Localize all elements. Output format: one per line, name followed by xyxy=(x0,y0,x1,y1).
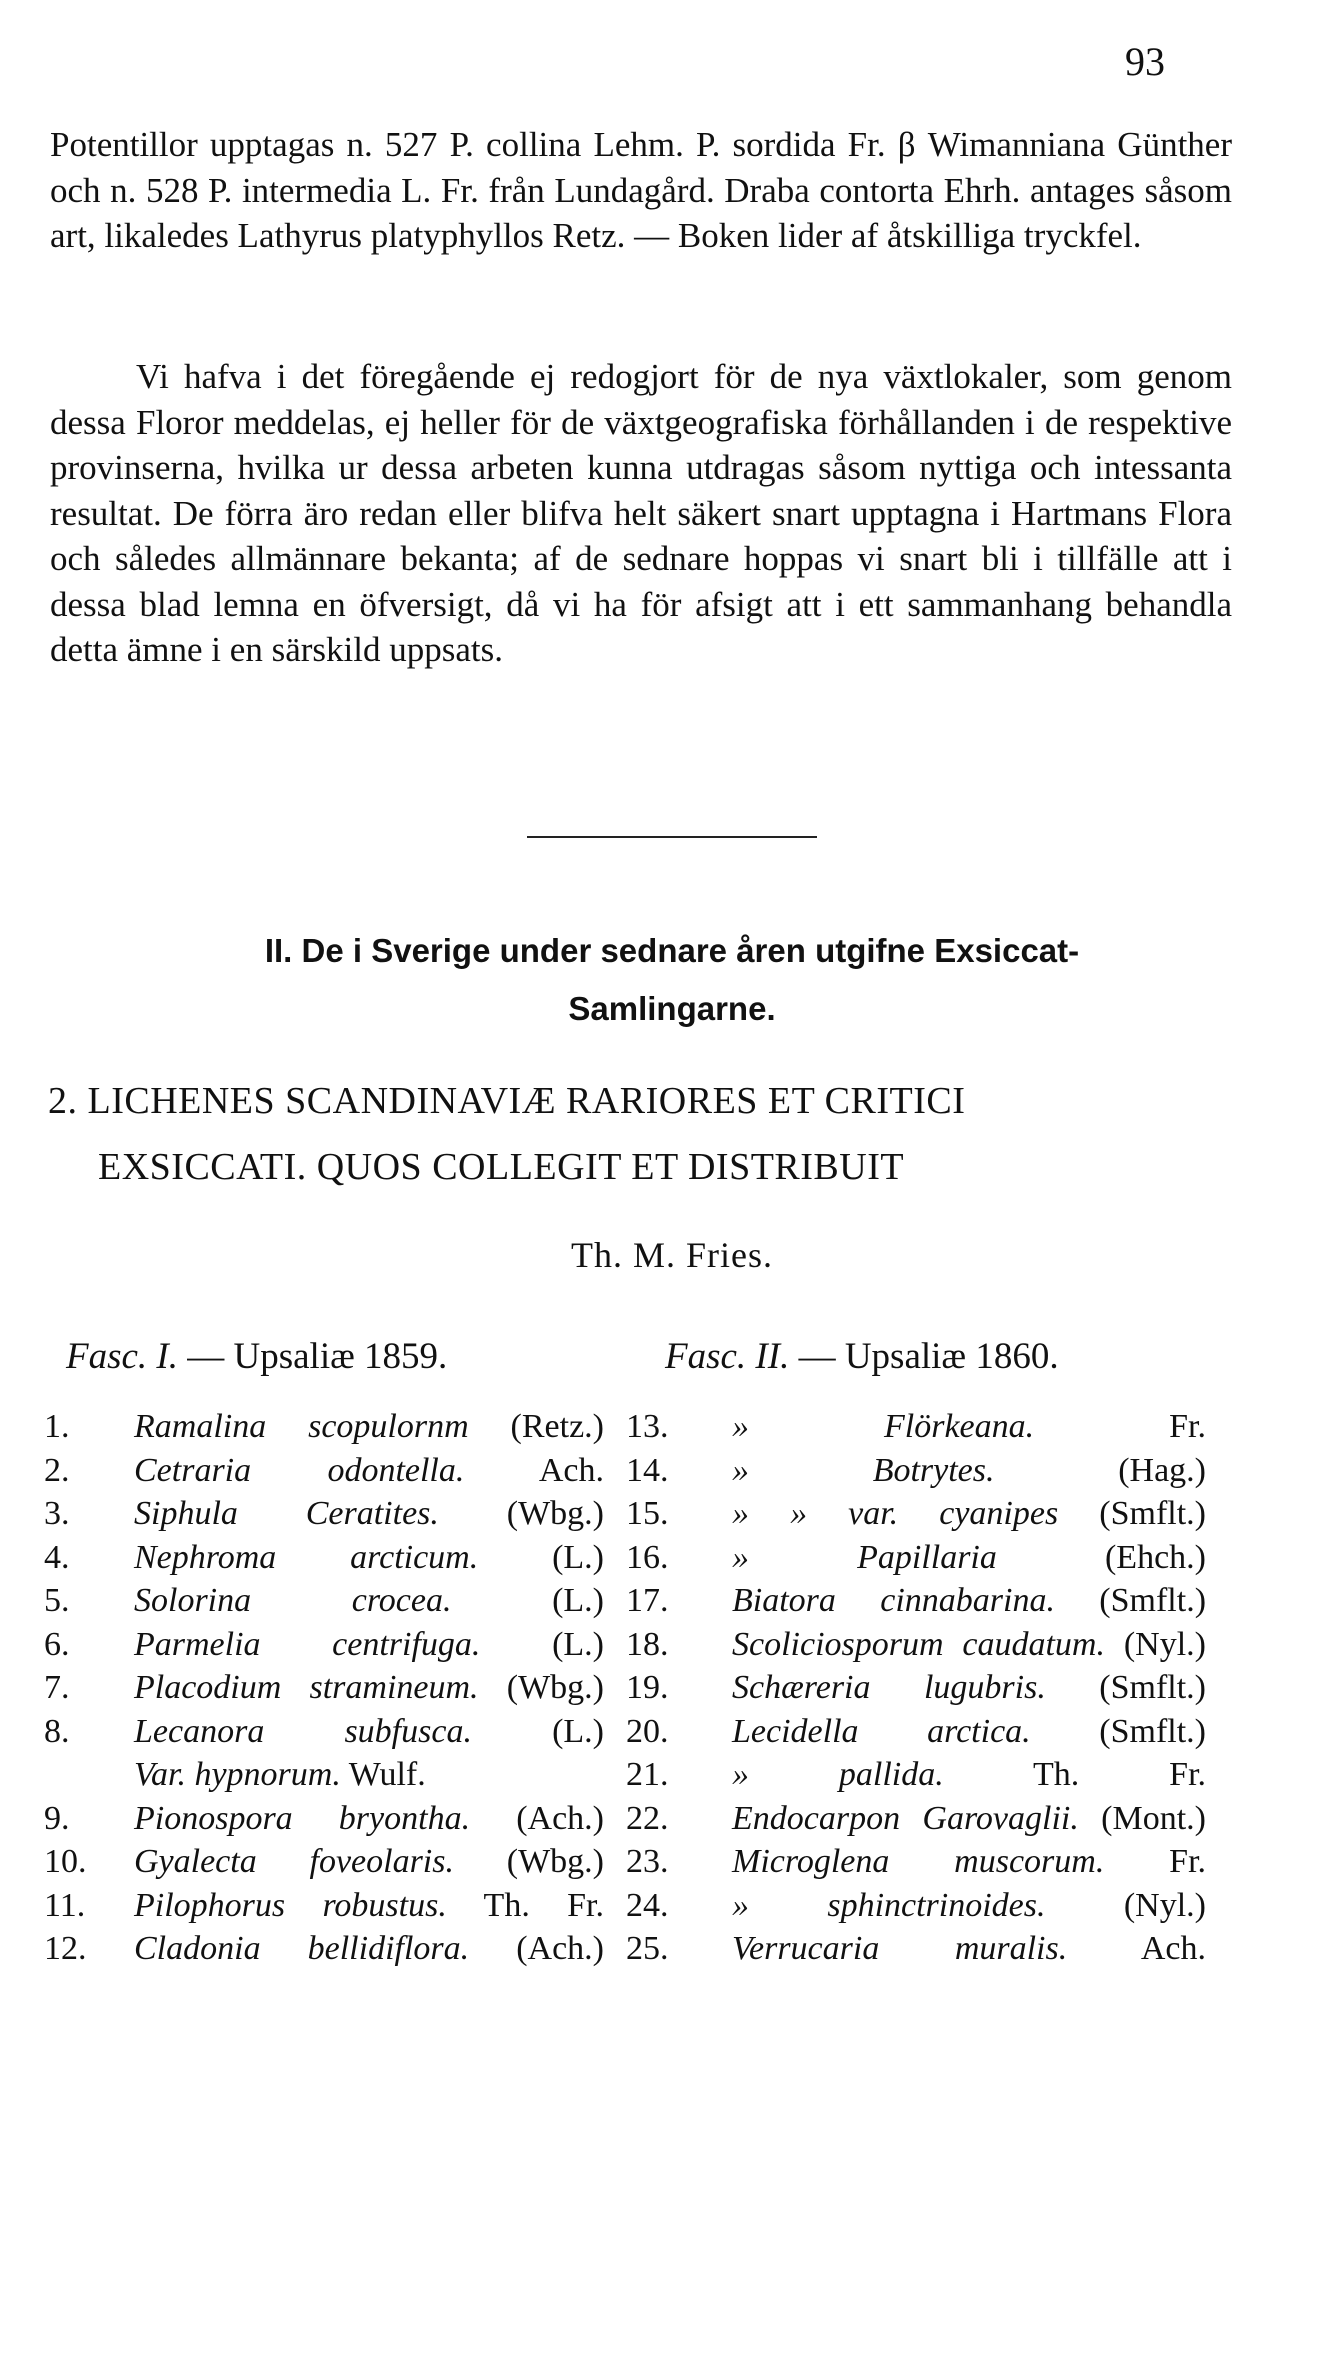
collection-title-line-1: 2. LICHENES SCANDINAVIÆ RARIORES ET CRITICI xyxy=(48,1080,966,1122)
species-authority: Th. Fr. xyxy=(483,1886,604,1924)
species-authority: (L.) xyxy=(552,1712,604,1750)
species-authority: (Wbg.) xyxy=(506,1843,605,1880)
intro-paragraph-1-text: Potentillor upptagas n. 527 P. collina Lehm. P. sordida Fr. β Wimanniana Günther och n. 528 P. intermedia L. Fr. från Lundagård. Draba contorta Ehrh. antages såsom art, likaledes Lathyrus platyphyllos Retz. — Boken lider af åtskilliga tryckfel. xyxy=(50,125,1232,255)
section-heading xyxy=(40,922,1304,1038)
entry-body xyxy=(732,1623,1206,1667)
entry-number: 24. xyxy=(626,1886,669,1924)
section-heading-line-2: Samlingarne. xyxy=(568,990,776,1027)
species-name: Placodium stramineum. xyxy=(134,1669,479,1706)
species-authority: (Ach.) xyxy=(516,1930,604,1967)
list-item xyxy=(626,1753,1206,1797)
list-item xyxy=(44,1449,604,1493)
entry-number: 17. xyxy=(626,1582,669,1619)
fascicle-1-heading xyxy=(66,1335,447,1378)
entry-body xyxy=(134,1666,604,1710)
species-name: Solorina crocea. xyxy=(134,1582,452,1619)
list-item xyxy=(44,1927,604,1971)
entry-body xyxy=(732,1710,1206,1754)
species-authority: Fr. xyxy=(1169,1408,1206,1445)
entry-body xyxy=(134,1840,604,1884)
species-name: Cetraria odontella. xyxy=(134,1451,465,1489)
species-name: Parmelia centrifuga. xyxy=(134,1625,481,1663)
fascicle-2-list xyxy=(626,1405,1206,1971)
species-authority: Ach. xyxy=(538,1451,604,1489)
species-authority: (Smflt.) xyxy=(1099,1582,1207,1619)
list-item xyxy=(626,1405,1206,1449)
species-name: Scoliciosporum caudatum. xyxy=(732,1625,1105,1663)
entry-body xyxy=(134,1449,604,1493)
list-item xyxy=(44,1797,604,1841)
entry-body xyxy=(134,1405,604,1449)
species-name: Pilophorus robustus. xyxy=(134,1886,447,1924)
species-name: » sphinctrinoides. xyxy=(732,1886,1046,1924)
species-authority: (Nyl.) xyxy=(1123,1886,1206,1924)
species-name: » » var. cyanipes xyxy=(732,1495,1059,1532)
species-authority: (Wbg.) xyxy=(506,1669,605,1706)
species-name: » pallida. xyxy=(732,1756,944,1793)
species-name: » Papillaria xyxy=(732,1538,997,1576)
species-authority: Ach. xyxy=(1140,1930,1207,1967)
entry-number: 8. xyxy=(44,1712,70,1750)
fascicle-2-label: Fasc. II. xyxy=(665,1336,790,1377)
list-item xyxy=(626,1840,1206,1884)
entry-number: 19. xyxy=(626,1669,669,1706)
section-divider xyxy=(527,836,817,838)
entry-body xyxy=(134,1579,604,1623)
species-authority: (Smflt.) xyxy=(1099,1669,1206,1706)
entry-body xyxy=(732,1492,1206,1536)
entry-number: 11. xyxy=(44,1886,86,1924)
list-item xyxy=(44,1884,604,1928)
list-item xyxy=(626,1797,1206,1841)
entry-number: 4. xyxy=(44,1538,70,1576)
species-authority: (Ach.) xyxy=(516,1799,604,1837)
list-item xyxy=(44,1579,604,1623)
species-name: Endocarpon Garovaglii. xyxy=(732,1799,1079,1837)
collection-title-line-2: EXSICCATI. QUOS COLLEGIT ET DISTRIBUIT xyxy=(98,1146,905,1188)
list-item xyxy=(44,1710,604,1797)
entry-number: 7. xyxy=(44,1669,70,1706)
list-item xyxy=(626,1623,1206,1667)
species-authority: (L.) xyxy=(552,1538,604,1576)
species-name: Cladonia bellidiflora. xyxy=(134,1930,470,1967)
species-name: Nephroma arcticum. xyxy=(134,1538,479,1576)
entry-body xyxy=(732,1884,1206,1928)
entry-body xyxy=(732,1840,1206,1884)
species-authority: (Smflt.) xyxy=(1099,1495,1206,1532)
intro-paragraph-2-text: Vi hafva i det föregående ej redogjort för de nya växtlokaler, som genom dessa Floror meddelas, ej heller för de växtgeografiska förhållanden i de respektive provinserna, hvilka ur dessa arbeten kunna utdragas såsom nyttiga och intessanta resultat. De förra äro redan eller blifva helt säkert snart upptagna i Hartmans Flora och således allmännare bekanta; af de sednare hoppas vi snart bli i tillfälle att i dessa blad lemna en öfversigt, då vi ha för afsigt att i ett sammanhang behandla detta ämne i en särskild uppsats. xyxy=(50,357,1232,669)
fascicle-1-label: Fasc. I. xyxy=(66,1336,178,1377)
entry-number: 5. xyxy=(44,1582,70,1619)
species-authority: (L.) xyxy=(552,1582,604,1619)
species-authority: (L.) xyxy=(552,1625,604,1663)
species-authority: (Ehch.) xyxy=(1104,1538,1206,1576)
entry-number: 25. xyxy=(626,1930,669,1967)
list-item xyxy=(626,1666,1206,1710)
intro-paragraph-1 xyxy=(50,122,1232,259)
entry-body xyxy=(134,1797,604,1841)
species-name: Microglena muscorum. xyxy=(732,1843,1105,1880)
list-item xyxy=(626,1449,1206,1493)
species-name: Siphula Ceratites. xyxy=(134,1495,439,1532)
entry-body xyxy=(732,1449,1206,1493)
entry-body xyxy=(732,1579,1206,1623)
entry-body xyxy=(134,1492,604,1536)
list-item xyxy=(626,1710,1206,1754)
entry-body xyxy=(732,1405,1206,1449)
entry-body xyxy=(134,1927,604,1971)
entry-number: 21. xyxy=(626,1756,669,1793)
entry-number: 23. xyxy=(626,1843,669,1880)
list-item xyxy=(626,1927,1206,1971)
species-name: Pionospora bryontha. xyxy=(134,1799,471,1837)
species-authority: (Wbg.) xyxy=(506,1495,604,1532)
species-name: Lecidella arctica. xyxy=(732,1712,1031,1750)
species-name: Gyalecta foveolaris. xyxy=(134,1843,454,1880)
species-authority: Th. Fr. xyxy=(1033,1756,1207,1793)
list-item xyxy=(44,1623,604,1667)
species-authority: (Mont.) xyxy=(1101,1799,1206,1837)
fascicle-1-list xyxy=(44,1405,604,1971)
intro-paragraph-2 xyxy=(50,354,1232,673)
species-name: Biatora cinnabarina. xyxy=(732,1582,1055,1619)
list-item xyxy=(626,1536,1206,1580)
entry-number: 13. xyxy=(626,1408,669,1445)
variety-authority: Wulf. xyxy=(348,1756,426,1793)
variety-line xyxy=(134,1753,604,1797)
entry-body xyxy=(732,1753,1206,1797)
species-name: » Flörkeana. xyxy=(732,1408,1035,1445)
entry-number: 18. xyxy=(626,1625,669,1663)
section-heading-line-1: II. De i Sverige under sednare åren utgifne Exsiccat- xyxy=(264,932,1080,969)
species-name: » Botrytes. xyxy=(732,1451,995,1489)
list-item xyxy=(626,1492,1206,1536)
list-item xyxy=(44,1840,604,1884)
list-item xyxy=(626,1579,1206,1623)
entry-number: 9. xyxy=(44,1799,70,1837)
species-name: Lecanora subfusca. xyxy=(134,1712,472,1750)
entry-number: 20. xyxy=(626,1712,669,1750)
entry-body xyxy=(134,1710,604,1797)
entry-body xyxy=(134,1884,604,1928)
list-item xyxy=(626,1884,1206,1928)
entry-number: 3. xyxy=(44,1495,70,1532)
species-authority: Fr. xyxy=(1169,1843,1207,1880)
list-item xyxy=(44,1492,604,1536)
entry-body xyxy=(134,1536,604,1580)
species-name: Ramalina scopulornm xyxy=(134,1408,469,1445)
collection-author: Th. M. Fries. xyxy=(571,1235,773,1275)
entry-number: 10. xyxy=(44,1843,87,1880)
fascicle-2-heading xyxy=(665,1335,1059,1378)
entry-number: 6. xyxy=(44,1625,70,1663)
list-item xyxy=(44,1536,604,1580)
entry-body xyxy=(732,1666,1206,1710)
species-authority: (Smflt.) xyxy=(1099,1712,1206,1750)
entry-body xyxy=(732,1797,1206,1841)
page-number: 93 xyxy=(1125,39,1165,84)
list-item xyxy=(44,1405,604,1449)
list-item xyxy=(44,1666,604,1710)
species-name: Verrucaria muralis. xyxy=(732,1930,1068,1967)
fascicle-2-place-year: — Upsaliæ 1860. xyxy=(789,1336,1059,1377)
fascicle-1-place-year: — Upsaliæ 1859. xyxy=(178,1336,448,1377)
species-authority: (Nyl.) xyxy=(1123,1625,1206,1663)
entry-number: 14. xyxy=(626,1451,669,1489)
collection-title xyxy=(48,1068,1248,1200)
variety-name: Var. hypnorum. xyxy=(134,1756,341,1793)
entry-body xyxy=(732,1536,1206,1580)
entry-number: 16. xyxy=(626,1538,669,1576)
species-authority: (Retz.) xyxy=(510,1408,604,1445)
entry-body xyxy=(134,1623,604,1667)
entry-number: 12. xyxy=(44,1930,87,1967)
species-name: Schæreria lugubris. xyxy=(732,1669,1046,1706)
entry-body xyxy=(732,1927,1206,1971)
entry-number: 22. xyxy=(626,1799,669,1837)
entry-number: 15. xyxy=(626,1495,669,1532)
entry-number: 1. xyxy=(44,1408,70,1445)
species-authority: (Hag.) xyxy=(1118,1451,1207,1489)
entry-number: 2. xyxy=(44,1451,70,1489)
